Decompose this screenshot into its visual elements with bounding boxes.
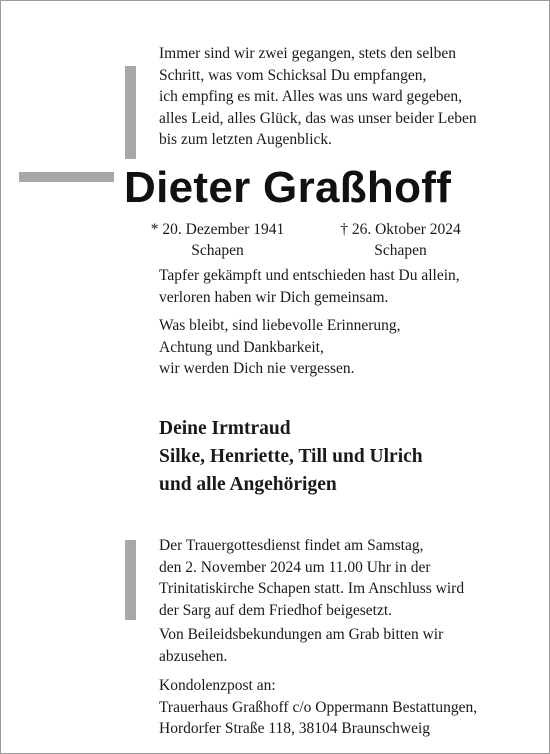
verse-line: Achtung und Dankbarkeit, bbox=[159, 338, 324, 356]
side-accent-bar bbox=[125, 540, 136, 620]
deceased-name: Dieter Graßhoff bbox=[124, 163, 452, 212]
condolence-note bbox=[159, 624, 443, 667]
address-line: Kondolenzpost an: bbox=[159, 677, 276, 694]
mourner-line: Silke, Henriette, Till und Ulrich bbox=[159, 446, 423, 467]
poem-line: Schritt, was vom Schicksal Du empfangen, bbox=[159, 66, 427, 84]
poem-line: ich empfing es mit. Alles was uns ward gegeben, bbox=[159, 88, 463, 105]
verse-line: verloren haben wir Dich gemeinsam. bbox=[159, 288, 389, 306]
note-line: Von Beileidsbekundungen am Grab bitten wir bbox=[159, 626, 444, 643]
address-line: Trauerhaus Graßhoff c/o Oppermann Bestattungen, bbox=[159, 698, 478, 716]
address-line: Hordorfer Straße 118, 38104 Braunschweig bbox=[159, 720, 431, 737]
service-info bbox=[159, 535, 464, 621]
condolence-address bbox=[159, 675, 477, 740]
service-line: der Sarg auf dem Friedhof beigesetzt. bbox=[159, 601, 392, 619]
death-date: † 26. Oktober 2024 bbox=[340, 221, 461, 238]
poem-line: Immer sind wir zwei gegangen, stets den selben bbox=[159, 45, 456, 62]
mourner-line: Deine Irmtraud bbox=[159, 418, 291, 439]
verse-one bbox=[159, 265, 460, 308]
death-place: Schapen bbox=[374, 242, 427, 259]
birth-place: Schapen bbox=[191, 242, 244, 259]
mourners-list bbox=[159, 415, 423, 499]
cross-horizontal-bar bbox=[19, 172, 114, 182]
poem-line: bis zum letzten Augenblick. bbox=[159, 131, 333, 148]
service-line: Der Trauergottesdienst findet am Samstag, bbox=[159, 537, 424, 554]
cross-vertical-bar bbox=[125, 66, 136, 159]
mourner-line: und alle Angehörigen bbox=[159, 474, 337, 495]
intro-poem bbox=[159, 43, 477, 151]
verse-line: wir werden Dich nie vergessen. bbox=[159, 360, 355, 377]
note-line: abzusehen. bbox=[159, 647, 228, 665]
death-info bbox=[328, 219, 473, 261]
poem-line: alles Leid, alles Glück, das was unser beider Leben bbox=[159, 109, 477, 127]
birth-info bbox=[140, 219, 295, 261]
birth-date: * 20. Dezember 1941 bbox=[150, 221, 285, 238]
verse-line: Tapfer gekämpft und entschieden hast Du allein, bbox=[159, 267, 460, 284]
service-line: den 2. November 2024 um 11.00 Uhr in der bbox=[159, 558, 431, 576]
verse-two bbox=[159, 315, 401, 380]
service-line: Trinitatiskirche Schapen statt. Im Anschluss wird bbox=[159, 580, 465, 597]
verse-line: Was bleibt, sind liebevolle Erinnerung, bbox=[159, 317, 401, 334]
